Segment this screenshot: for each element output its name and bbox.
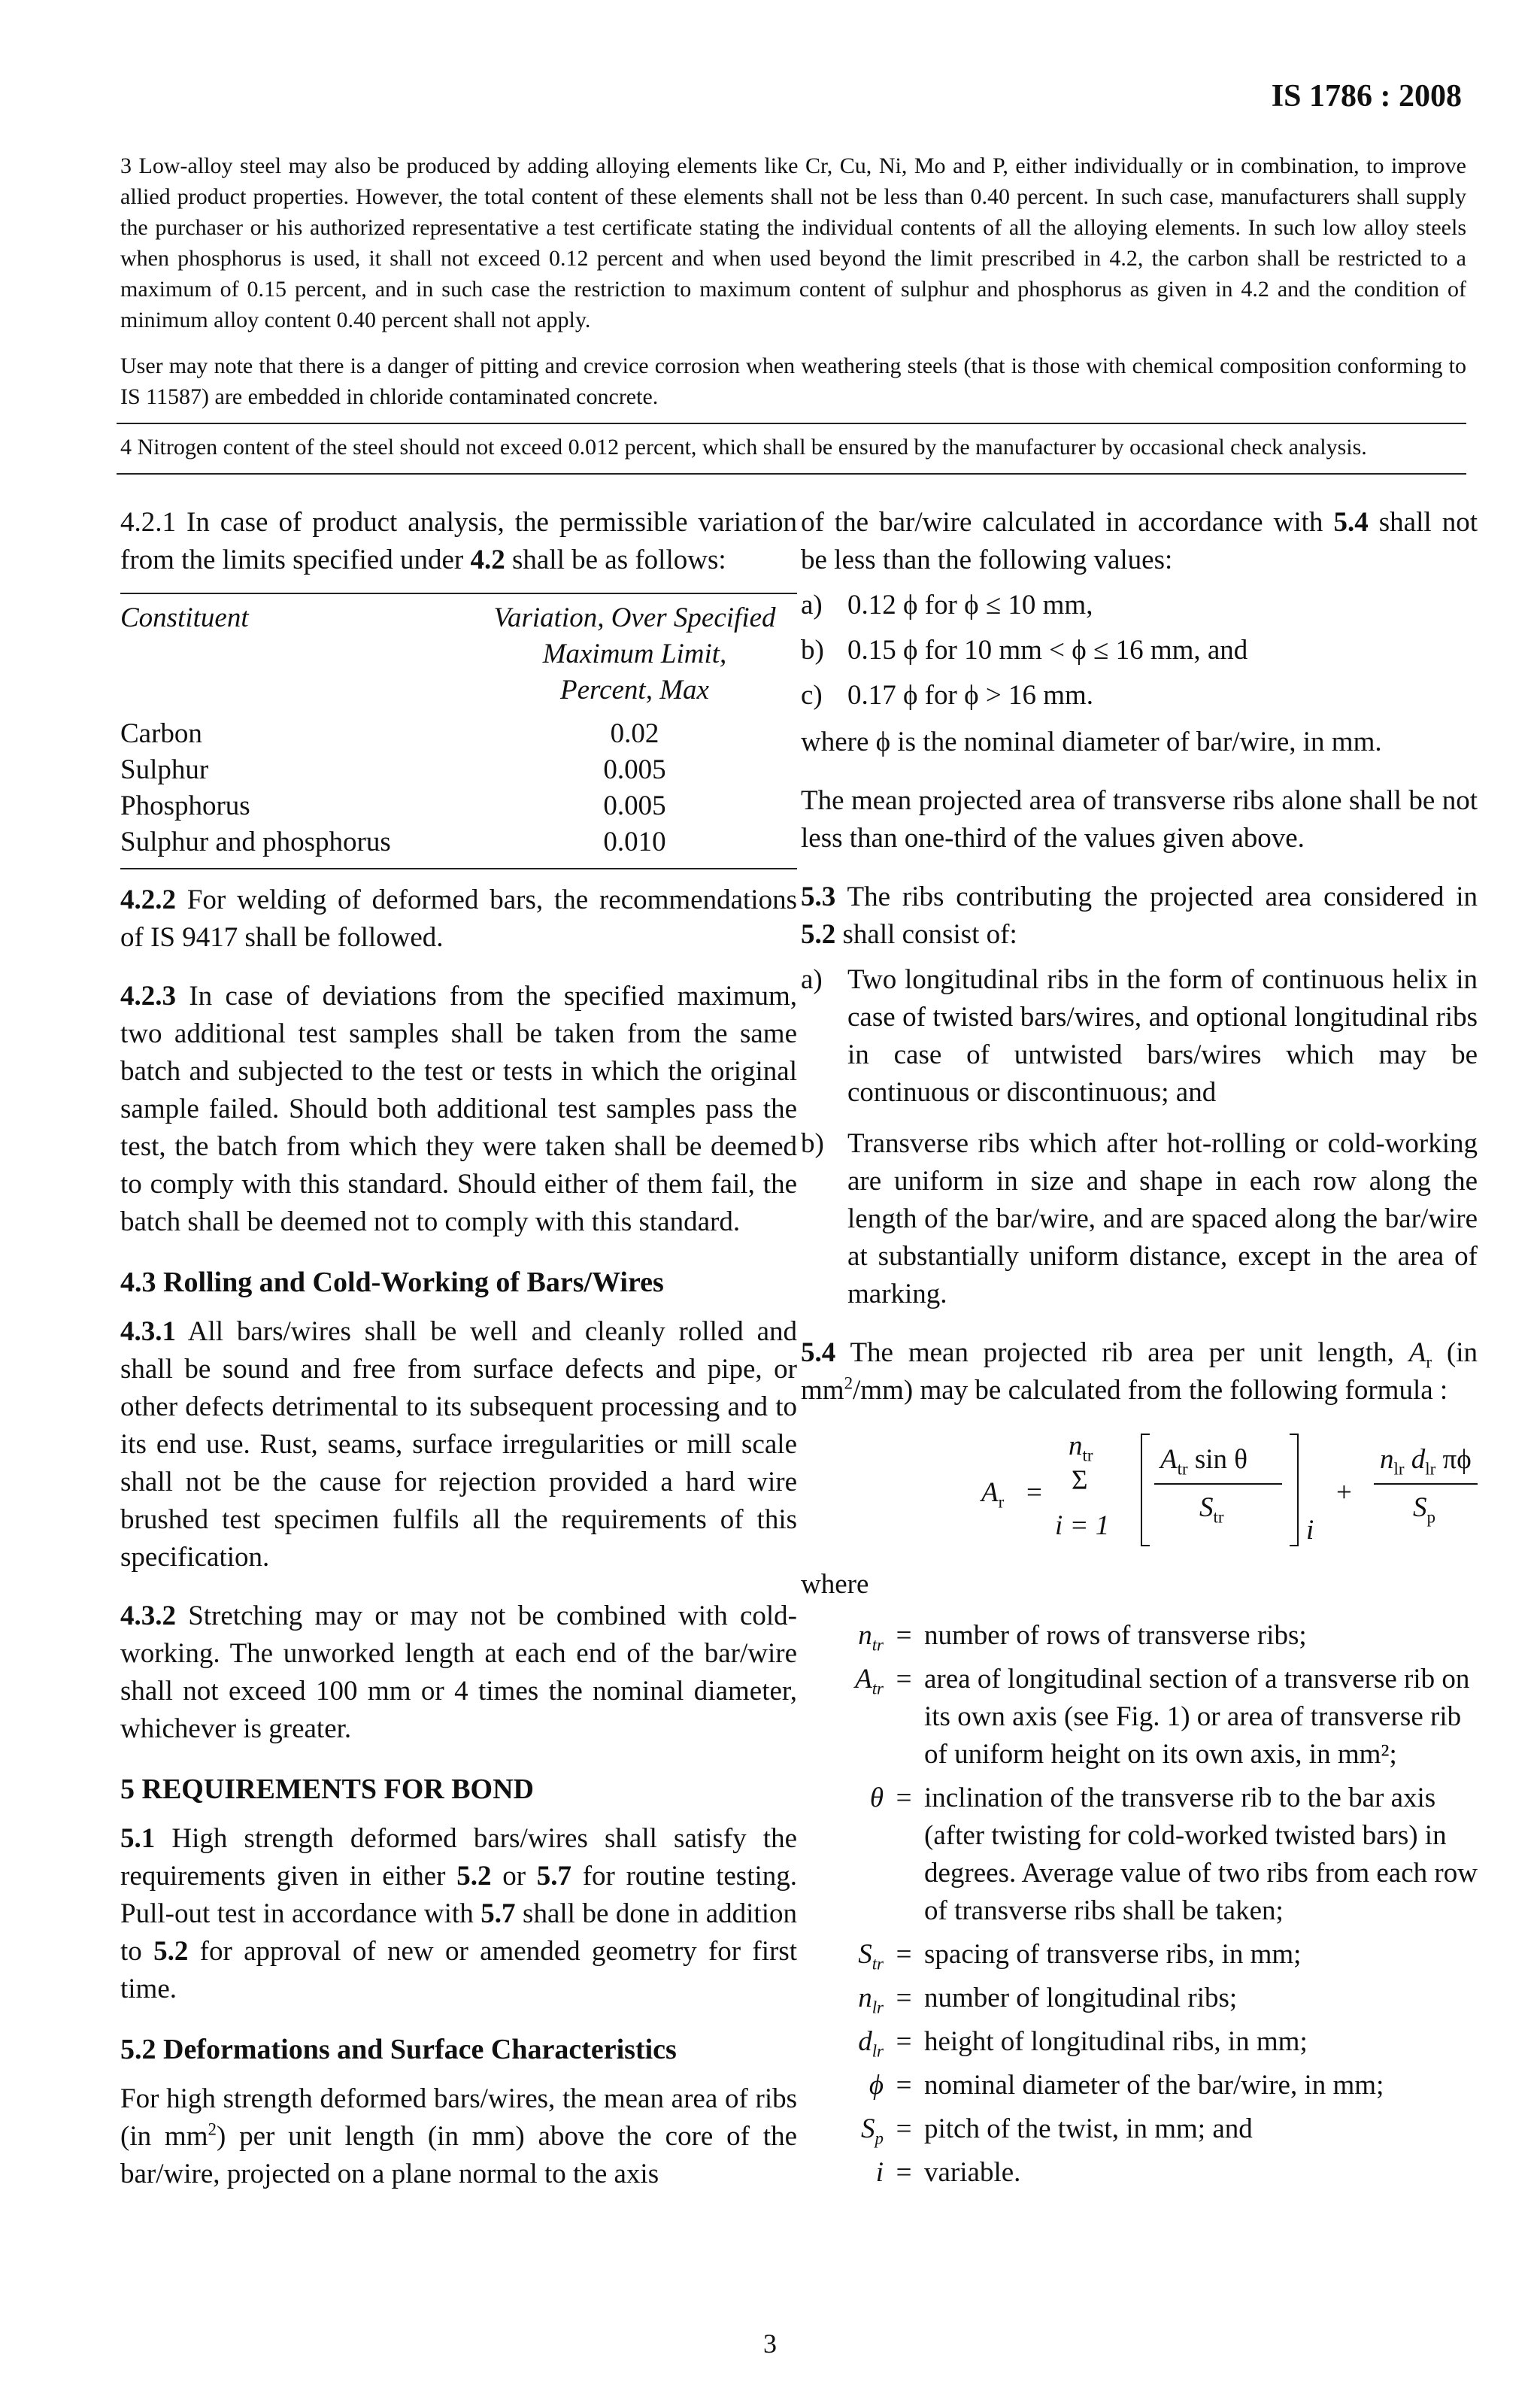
definition-item: i = variable. — [875, 2157, 1021, 2188]
constituent-cell: Sulphur and phosphorus — [120, 827, 391, 857]
fraction-1-numerator: $A_{tr}$ sin θ — [1160, 1444, 1248, 1479]
definition-item: $S_p$ = pitch of the twist, in mm; and — [861, 2113, 1253, 2148]
header-constituent: Constituent — [120, 602, 249, 633]
clause-text: All bars/wires shall be well and cleanly rolled and shall be sound and free from surface defects and pipe, or other defects detrimental to its subsequent processing and to its end use. Rust, seams, surface irregularities or mill scale shall not be the cause for rejection provided a hard wire brushed test specimen fulfils all the requirements of this specification. — [120, 1316, 797, 1573]
heading-4-3: 4.3 Rolling and Cold-Working of Bars/Wires — [120, 1267, 664, 1298]
ribs-list — [801, 961, 1478, 1313]
clause-4-2-2 — [120, 881, 797, 957]
clause-5-2-continued: of the bar/wire calculated in accordance with 5.4 shall not be less than the following values: — [801, 507, 1478, 575]
left-column — [120, 504, 797, 2193]
clause-text: In case of product analysis, the permissible variation from the limits specified under — [120, 507, 798, 575]
constituent-cell: Phosphorus — [120, 790, 250, 821]
page-number: 3 — [763, 2329, 777, 2359]
table-header-row — [120, 593, 797, 716]
variation-cell: 0.005 — [603, 754, 666, 785]
clause-number: 5.1 — [120, 1823, 156, 1854]
constituent-cell: Sulphur — [120, 754, 209, 785]
heading-5-2: 5.2 Deformations and Surface Characteristics — [120, 2034, 677, 2065]
fraction-2-bar — [1374, 1483, 1478, 1485]
table-row — [120, 824, 797, 869]
definition-item: θ = inclination of the transverse rib to the bar axis (after twisting for cold-worked twisted bars) in degrees. Average value of two ribs from each row of transverse ribs shall be taken; — [869, 1783, 1478, 1926]
rib-area-formula — [801, 1420, 1478, 1563]
clause-text: Stretching may or may not be combined with cold-working. The unworked length at each end of the bar/wire shall not exceed 100 mm or 4 times the nominal diameter, whichever is greater. — [120, 1600, 798, 1744]
note-4-paragraph: 4 Nitrogen content of the steel should not exceed 0.012 percent, which shall be ensured by the manufacturer by occasional check analysis. — [120, 435, 1367, 460]
list-item: a) 0.12 ϕ for ϕ ≤ 10 mm, — [801, 590, 1093, 620]
fraction-2-numerator: $n_{lr}$ $d_{lr}$ πϕ — [1380, 1444, 1472, 1479]
list-item: b) 0.15 ϕ for 10 mm < ϕ ≤ 16 mm, and — [801, 635, 1248, 666]
clause-4-3-2 — [120, 1597, 797, 1748]
definition-item: ϕ = nominal diameter of the bar/wire, in mm; — [869, 2070, 1384, 2101]
clause-5-3: 5.3 The ribs contributing the projected area considered in 5.2 shall consist of: — [801, 881, 1478, 950]
clause-number: 4.3.2 — [120, 1600, 176, 1631]
heading-5: 5 REQUIREMENTS FOR BOND — [120, 1773, 534, 1805]
note-divider-bottom — [117, 473, 1466, 475]
clause-4-2-3 — [120, 978, 797, 1241]
fraction-1-denominator: $S_{tr}$ — [1199, 1492, 1224, 1527]
variation-cell: 0.02 — [610, 718, 659, 749]
clause-text: In case of deviations from the specified maximum, two additional test samples shall be taken from the same batch and subjected to the test or tests in which the original sample failed. Should both additional test samples pass the test, the batch from which they were taken shall be deemed to comply with this standard. Should either of them fail, the batch shall be deemed not to comply with this standard. — [120, 981, 798, 1237]
fraction-1-bar — [1154, 1483, 1282, 1485]
bracket-left — [1141, 1434, 1150, 1546]
clause-number: 4.2.1 — [120, 507, 176, 538]
clause-4-3-1 — [120, 1313, 797, 1576]
note-3-paragraph: 3 Low-alloy steel may also be produced by adding alloying elements like Cr, Cu, Ni, Mo and P, either individually or in combination, to improve allied product properties. However, the total content of these elements shall not be less than 0.40 percent. In such case, manufacturers shall supply the purchaser or his authorized representative a test certificate stating the individual contents of all the alloying elements. In such low alloy steels when phosphorus is used, it shall not exceed 0.12 percent and when used beyond the limit prescribed in 4.2, the carbon shall be restricted to a maximum of 0.15 percent, and in such case the restriction to maximum content of sulphur and phosphorus as given in 4.2 and the condition of minimum alloy content 0.40 percent shall not apply. — [120, 153, 1466, 332]
clause-5-4: 5.4 The mean projected rib area per unit length, $A_r$ (in $mm^2/mm$) may be calculated from the following formula : — [801, 1337, 1478, 1406]
notes-block — [120, 150, 1466, 475]
list-item: a) Two longitudinal ribs in the form of continuous helix in case of twisted bars/wires, and optional longitudinal ribs in case of untwisted bars/wires which may be continuous or discontinuous; and — [801, 964, 1478, 1108]
variation-cell: 0.005 — [603, 790, 666, 821]
clause-reference: 4.2 — [470, 545, 505, 575]
definition-item: $d_{lr}$ = height of longitudinal ribs, in mm; — [858, 2026, 1308, 2061]
fraction-2-denominator: $S_p$ — [1413, 1492, 1435, 1527]
note-divider-top — [117, 423, 1466, 424]
definition-item: $n_{lr}$ = number of longitudinal ribs; — [858, 1983, 1238, 2017]
clause-text: For welding of deformed bars, the recommendations of IS 9417 shall be followed. — [120, 884, 797, 953]
note-3-corrosion-paragraph: User may note that there is a danger of pitting and crevice corrosion when weathering steels (that is those with chemical composition conforming to IS 11587) are embedded in chloride contaminated concrete. — [120, 353, 1466, 409]
clause-number: 4.2.2 — [120, 884, 176, 915]
list-item: c) 0.17 ϕ for ϕ > 16 mm. — [801, 680, 1094, 711]
bracket-index: i — [1306, 1515, 1314, 1546]
table-row — [120, 752, 797, 788]
formula-plus: + — [1336, 1477, 1352, 1508]
constituent-cell: Carbon — [120, 718, 202, 749]
clause-number: 4.2.3 — [120, 981, 176, 1012]
definition-item: $S_{tr}$ = spacing of transverse ribs, in mm; — [858, 1939, 1302, 1974]
where-phi-definition: where ϕ is the nominal diameter of bar/wire, in mm. — [801, 727, 1382, 757]
definition-item: $n_{tr}$ = number of rows of transverse ribs; — [858, 1620, 1307, 1655]
table-row — [120, 716, 797, 752]
clause-number: 5.3 — [801, 881, 836, 912]
clause-5-1: 5.1 High strength deformed bars/wires shall satisfy the requirements given in either 5.2 or 5.7 for routine testing. Pull-out test in accordance with 5.7 shall be done in addition to 5.2 for approval of new or amended geometry for first time. — [120, 1823, 798, 2004]
right-column — [801, 504, 1478, 2192]
header-variation: Variation, Over Specified Maximum Limit, Percent, Max — [493, 602, 776, 705]
permissible-variation-table — [120, 593, 797, 869]
where-label: where — [801, 1569, 869, 1600]
clause-4-2-1 — [120, 504, 797, 579]
clause-number: 5.4 — [801, 1337, 836, 1368]
formula-lhs: $A_r$ — [981, 1477, 1005, 1512]
bracket-right — [1290, 1434, 1299, 1546]
clause-text: shall be as follows: — [511, 545, 726, 575]
table-row — [120, 788, 797, 824]
definitions-list — [801, 1617, 1478, 2192]
mean-projected-area-text: The mean projected area of transverse ribs alone shall be not less than one-third of the values given above. — [801, 785, 1478, 854]
definition-item: $A_{tr}$ = area of longitudinal section of a transverse rib on its own axis (see Fig. 1) or area of transverse rib of uniform height on its own axis, in mm²; — [855, 1664, 1470, 1770]
formula-equals: = — [1026, 1477, 1042, 1508]
clause-5-2-text: For high strength deformed bars/wires, the mean area of ribs (in $mm^2$) per unit length (in mm) above the core of the bar/wire, projected on a plane normal to the axis — [120, 2083, 797, 2189]
list-item: b) Transverse ribs which after hot-rolling or cold-working are uniform in size and shape in each row along the length of the bar/wire, and are spaced along the bar/wire at substantially uniform distance, except in the area of marking. — [801, 1128, 1478, 1309]
sum-sigma: Σ — [1072, 1465, 1088, 1496]
minimum-values-list — [801, 587, 1478, 715]
clause-number: 4.3.1 — [120, 1316, 176, 1347]
sum-lower-limit: i = 1 — [1055, 1510, 1110, 1541]
sum-upper-limit: $n_{tr}$ — [1069, 1431, 1093, 1465]
variation-cell: 0.010 — [603, 827, 666, 857]
standard-code: IS 1786 : 2008 — [1271, 79, 1462, 114]
